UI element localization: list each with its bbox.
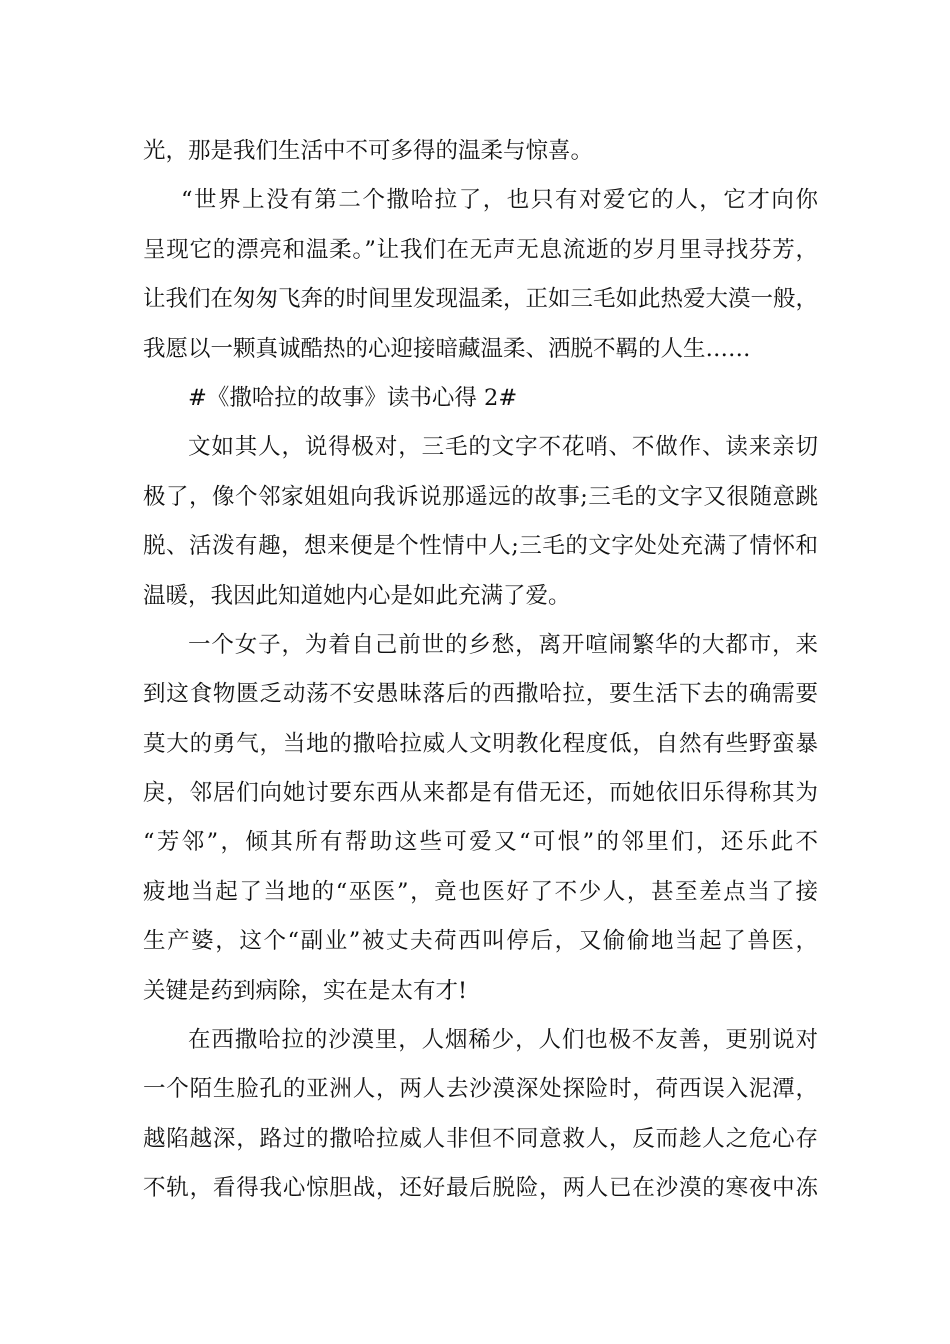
paragraph-line: 光，那是我们生活中不可多得的温柔与惊喜。: [143, 138, 594, 164]
paragraph-line: 莫大的勇气，当地的撒哈拉威人文明教化程度低，自然有些野蛮暴: [143, 730, 818, 757]
paragraph-line: 脱、活泼有趣，想来便是个性情中人;三毛的文字处处充满了情怀和: [143, 533, 818, 560]
paragraph-line: 关键是药到病除，实在是太有才!: [143, 977, 468, 1004]
paragraph-line: 一个陌生脸孔的亚洲人，两人去沙漠深处探险时，荷西误入泥潭，: [143, 1076, 818, 1103]
paragraph-line: 越陷越深，路过的撒哈拉威人非但不同意救人，反而趁人之危心存: [143, 1125, 818, 1152]
paragraph-line: 极了，像个邻家姐姐向我诉说那遥远的故事;三毛的文字又很随意跳: [143, 483, 818, 510]
paragraph-line: 温暖，我因此知道她内心是如此充满了爱。: [143, 582, 571, 609]
section-heading: #《撒哈拉的故事》读书心得 2#: [188, 384, 518, 411]
paragraph-line: 戾，邻居们向她讨要东西从来都是有借无还，而她依旧乐得称其为: [143, 780, 818, 807]
paragraph-line: 到这食物匮乏动荡不安愚昧落后的西撒哈拉，要生活下去的确需要: [143, 681, 818, 708]
document-body: [143, 127, 818, 1214]
paragraph-line: 在西撒哈拉的沙漠里，人烟稀少，人们也极不友善，更别说对: [188, 1027, 818, 1054]
paragraph-line: 生产婆，这个“副业”被丈夫荷西叫停后，又偷偷地当起了兽医，: [143, 928, 818, 955]
paragraph-line: “世界上没有第二个撒哈拉了，也只有对爱它的人，它才向你: [181, 187, 818, 214]
paragraph-line: 疲地当起了当地的“巫医”，竟也医好了不少人，甚至差点当了接: [143, 878, 818, 905]
paragraph-line: 让我们在匆匆飞奔的时间里发现温柔，正如三毛如此热爱大漠一般，: [143, 286, 819, 313]
paragraph-line: “芳邻”，倾其所有帮助这些可爱又“可恨”的邻里们，还乐此不: [143, 829, 818, 856]
paragraph-line: 我愿以一颗真诚酷热的心迎接暗藏温柔、洒脱不羁的人生……: [143, 335, 751, 362]
paragraph-line: 文如其人，说得极对，三毛的文字不花哨、不做作、读来亲切: [188, 434, 818, 461]
paragraph-line: 一个女子，为着自己前世的乡愁，离开喧闹繁华的大都市，来: [188, 631, 818, 658]
paragraph-line: 呈现它的漂亮和温柔。”让我们在无声无息流逝的岁月里寻找芬芳，: [143, 236, 818, 263]
paragraph-line: 不轨，看得我心惊胆战，还好最后脱险，两人已在沙漠的寒夜中冻: [143, 1175, 818, 1202]
